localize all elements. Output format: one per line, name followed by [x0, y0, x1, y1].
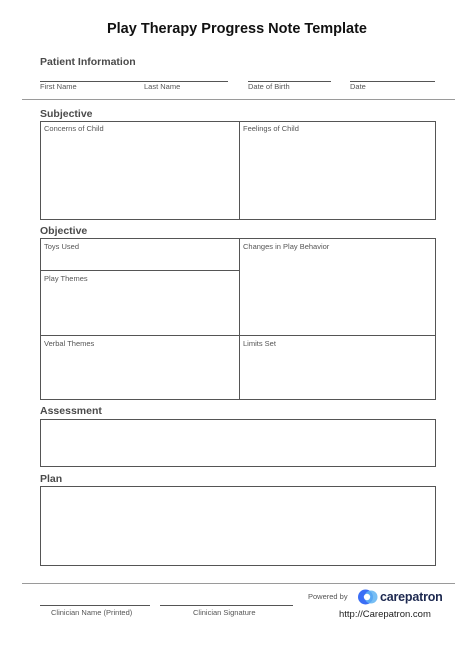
first-name-label: First Name [40, 82, 77, 91]
objective-box [40, 238, 436, 400]
page-title: Play Therapy Progress Note Template [106, 21, 368, 37]
clinician-signature-line[interactable] [160, 605, 293, 606]
carepatron-logo-icon [358, 589, 378, 605]
feelings-label: Feelings of Child [243, 124, 299, 133]
plan-box[interactable] [40, 486, 436, 566]
subjective-divider [239, 122, 240, 219]
verbal-themes-label: Verbal Themes [44, 339, 95, 348]
toys-label: Toys Used [44, 242, 80, 251]
carepatron-brand: carepatron [380, 590, 443, 604]
limits-label: Limits Set [243, 339, 276, 348]
clinician-name-line[interactable] [40, 605, 150, 606]
assessment-heading: Assessment [40, 405, 102, 417]
carepatron-url-link[interactable]: http://Carepatron.com [339, 609, 431, 620]
dob-label: Date of Birth [248, 82, 290, 91]
plan-heading: Plan [40, 473, 63, 485]
objective-heading: Objective [40, 225, 88, 237]
subjective-box [40, 121, 436, 220]
clinician-name-label: Clinician Name (Printed) [51, 608, 133, 617]
toys-divider [41, 270, 239, 271]
assessment-box[interactable] [40, 419, 436, 467]
concerns-label: Concerns of Child [44, 124, 104, 133]
clinician-signature-label: Clinician Signature [193, 608, 256, 617]
date-label: Date [350, 82, 366, 91]
last-name-label: Last Name [144, 82, 181, 91]
footer-divider [22, 583, 455, 584]
section-divider [22, 99, 455, 100]
patient-info-heading: Patient Information [40, 56, 136, 68]
subjective-heading: Subjective [40, 108, 93, 120]
changes-label: Changes in Play Behavior [243, 242, 330, 251]
objective-vertical-divider [239, 239, 240, 399]
objective-horizontal-divider [41, 335, 435, 336]
play-themes-label: Play Themes [44, 274, 88, 283]
powered-by-text: Powered by [308, 592, 348, 601]
